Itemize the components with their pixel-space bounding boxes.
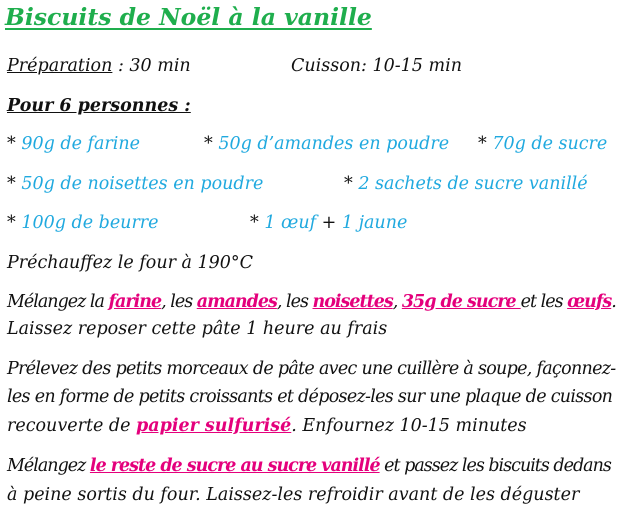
ingredient-eggs [250,213,407,233]
step-text: , les [161,292,197,312]
step-coat-line1 [7,456,611,476]
step-mix-line2: Laissez reposer cette pâte 1 heure au frais [7,319,388,339]
step-text: Mélangez la [7,292,109,312]
times-line [7,56,191,76]
ingredient-text: 70g de sucre [492,134,608,154]
step-shape-line3 [7,416,527,436]
bullet: * [7,134,22,154]
highlight-hazelnuts: noisettes [312,292,393,312]
step-text: Mélangez [7,456,90,476]
ingredient-text: 50g de noisettes en poudre [21,174,264,194]
step-text: . Enfournez 10-15 minutes [291,416,527,436]
step-mix-line1 [7,292,616,312]
step-text: , les [276,292,313,312]
step-shape-line1: Prélevez des petits morceaux de pâte avec une cuillère à soupe, façonnez- [7,359,616,379]
step-text: . [611,292,616,312]
ingredient-text: 50g d’amandes en poudre [218,134,450,154]
bullet: * [250,213,265,233]
ingredient-text: 90g de farine [21,134,140,154]
step-preheat: Préchauffez le four à 190°C [7,253,254,273]
highlight-remaining-sugar: le reste de sucre au sucre vanillé [89,456,380,476]
bullet: * [478,134,493,154]
ingredient-butter [7,213,159,233]
highlight-sugar: 35g de sucre [401,292,521,312]
step-text: et les [520,292,568,312]
ingredient-sugar [478,134,607,154]
step-text: recouverte de [7,416,137,436]
cook-time: Cuisson: 10-15 min [291,56,462,76]
highlight-almonds: amandes [196,292,277,312]
bullet: * [204,134,219,154]
ingredient-hazelnuts [7,174,263,194]
highlight-baking-paper: papier sulfurisé [136,416,292,436]
step-text: et passez les biscuits dedans [379,456,611,476]
bullet: * [7,213,22,233]
ingredient-egg: 1 œuf [264,213,317,233]
step-coat-line2: à peine sortis du four. Laissez-les refroidir avant de les déguster [7,485,580,505]
prep-label: Préparation [7,56,113,76]
ingredient-almonds [204,134,449,154]
ingredient-text: 2 sachets de sucre vanillé [358,174,588,194]
bullet: * [7,174,22,194]
ingredient-yolk: 1 jaune [341,213,408,233]
ingredient-text: 100g de beurre [21,213,159,233]
step-shape-line2: les en forme de petits croissants et déposez-les sur une plaque de cuisson [7,387,613,407]
prep-value: : 30 min [112,56,191,76]
step-text: , [392,292,402,312]
servings-heading: Pour 6 personnes : [7,96,191,116]
highlight-eggs: œufs [567,292,612,312]
highlight-flour: farine [108,292,162,312]
bullet: * [344,174,359,194]
plus-sign: + [316,213,342,233]
ingredient-flour [7,134,140,154]
ingredient-vanilla-sugar [344,174,588,194]
recipe-title: Biscuits de Noël à la vanille [5,3,372,31]
